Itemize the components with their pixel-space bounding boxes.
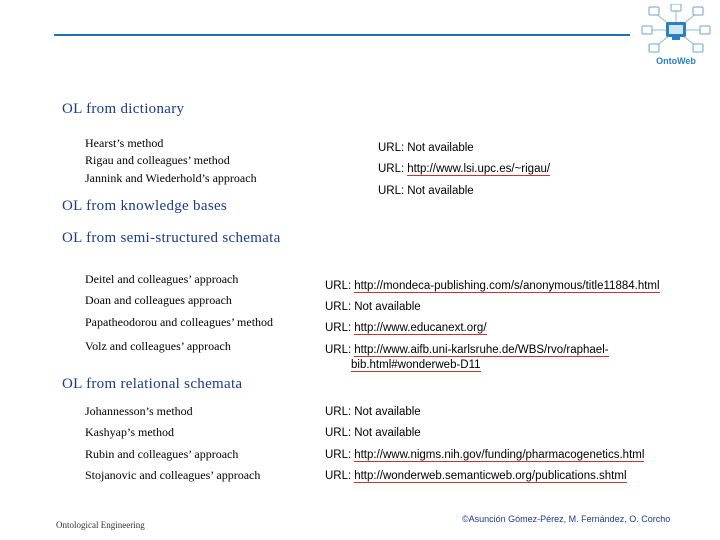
url-label: URL: [378,142,405,154]
url-link[interactable]: http://wonderweb.semanticweb.org/publications.shtml [354,470,627,482]
url-link[interactable]: http://www.aifb.uni-karlsruhe.de/WBS/rvo/raphael- [354,344,609,356]
url-value: Not available [354,301,421,313]
method-item: Doan and colleagues approach [85,293,232,307]
url-label: URL: [325,406,352,418]
top-divider [54,34,630,36]
footer-copyright: ©Asunción Gómez-Pérez, M. Fernández, O. Corcho [462,514,671,524]
logo-text: OntoWeb [656,56,696,66]
method-item: Papatheodorou and colleagues’ method [85,315,274,329]
url-label: URL: [378,185,405,197]
method-item: Rubin and colleagues’ approach [85,447,239,461]
url-link[interactable]: http://www.lsi.upc.es/~rigau/ [407,163,551,175]
url-value: Not available [354,427,421,439]
url-line [325,447,644,462]
url-link[interactable]: http://www.nigms.nih.gov/funding/pharmacogenetics.html [354,449,645,461]
url-line [325,425,421,440]
method-item: Jannink and Wiederhold’s approach [85,171,257,185]
url-label: URL: [325,449,352,461]
url-line [325,404,421,419]
url-label: URL: [325,280,352,292]
method-item: Rigau and colleagues’ method [85,153,230,167]
url-link[interactable]: http://mondeca-publishing.com/s/anonymous/title11884.html [354,280,660,292]
method-item: Deitel and colleagues’ approach [85,272,239,286]
method-item: Johannesson’s method [85,404,193,418]
url-line [378,140,474,155]
url-label: URL: [325,470,352,482]
url-line [325,342,609,371]
heading-semi-structured: OL from semi-structured schemata [62,230,281,246]
method-item: Kashyap’s method [85,425,174,439]
url-value: Not available [354,406,421,418]
url-line [325,299,421,314]
url-line [378,183,474,198]
url-label: URL: [325,322,352,334]
url-link-continuation[interactable]: bib.html#wonderweb-D11 [351,359,481,371]
heading-knowledge-bases: OL from knowledge bases [62,198,228,214]
url-label: URL: [325,427,352,439]
url-link[interactable]: http://www.educanext.org/ [354,322,487,334]
method-item: Stojanovic and colleagues’ approach [85,468,261,482]
url-line [325,278,660,293]
method-item: Volz and colleagues’ approach [85,339,231,353]
url-line [325,468,627,483]
url-value: Not available [407,142,474,154]
url-value: Not available [407,185,474,197]
url-line [378,161,550,176]
url-label: URL: [325,344,352,356]
footer-title: Ontological Engineering [56,520,145,530]
url-label: URL: [325,301,352,313]
heading-dictionary: OL from dictionary [62,101,185,117]
url-label: URL: [378,163,405,175]
url-line [325,320,487,335]
heading-relational: OL from relational schemata [62,376,243,392]
method-item: Hearst’s method [85,136,164,150]
